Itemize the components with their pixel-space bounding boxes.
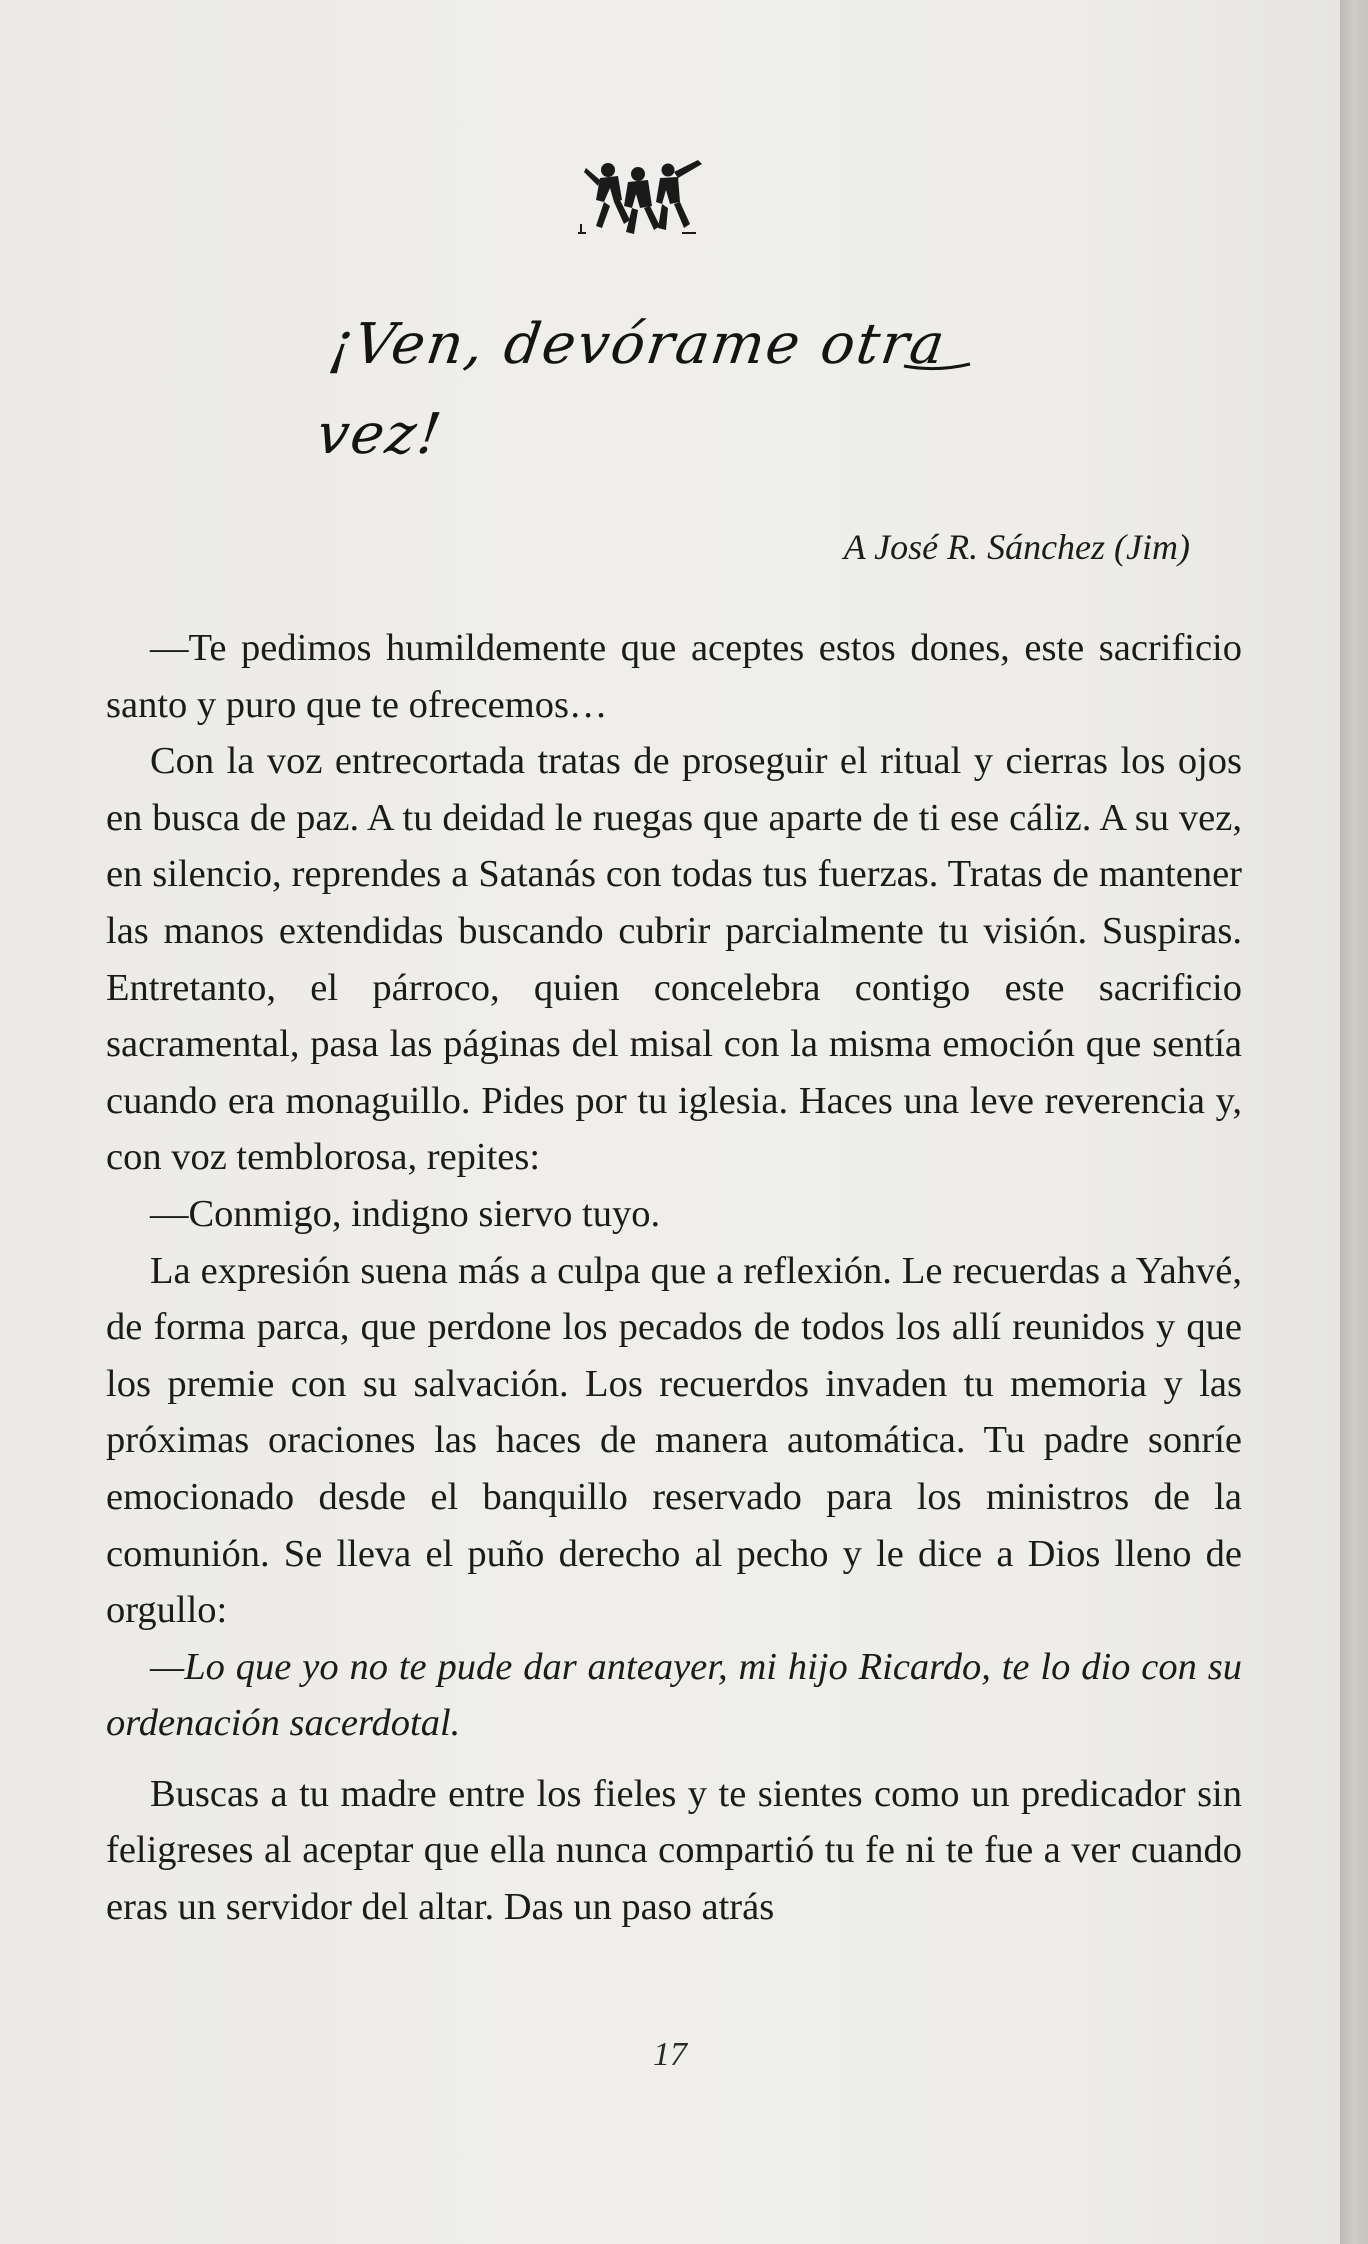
page-number: 17 [653,2036,687,2073]
paragraph-italic-quote: —Lo que yo no te pude dar anteayer, mi hijo Ricardo, te lo dio con su ordenación sacerdotal. [106,1645,1242,1745]
paragraph: Buscas a tu madre entre los fieles y te sientes como un predicador sin feligreses al aceptar que ella nunca compartió tu fe ni te fue a ver cuando eras un servidor del altar. Das un paso atrás [106,1772,1242,1929]
chapter-title: ¡Ven, devórame otra vez! [312,312,951,467]
paragraph: —Te pedimos humildemente que aceptes estos dones, este sacrificio santo y puro que te ofrecemos… [106,627,1242,726]
dancing-figures-icon [570,150,710,245]
paragraph: La expresión suena más a culpa que a reflexión. Le recuerdas a Yahvé, de forma parca, que perdone los pecados de todos los allí reunidos y que los premie con su salvación. Los recuerdos invaden tu memoria y las próximas oraciones las haces de manera automática. Tu padre sonríe emocionado desde el banquillo reservado para los ministros de la comunión. Se lleva el puño derecho al pecho y le dice a Dios lleno de orgullo: [106,1249,1242,1632]
title-underline-stroke [902,360,972,372]
paragraph: —Conmigo, indigno siervo tuyo. [150,1192,661,1235]
paragraph: Con la voz entrecortada tratas de proseguir el ritual y cierras los ojos en busca de paz. A tu deidad le ruegas que aparte de ti ese cáliz. A su vez, en silencio, reprendes a Satanás con todas tus fuerzas. Tratas de mantener las manos extendidas buscando cubrir parcialmente tu visión. Suspiras. Entretanto, el párroco, quien concelebra contigo este sacrificio sacramental, pasa las páginas del misal con la misma emoción que sentía cuando era monaguillo. Pides por tu iglesia. Haces una leve reverencia y, con voz temblorosa, repites: [106,740,1242,1179]
body-text [106,620,1242,1936]
page-edge [1340,0,1368,2244]
dedication: A José R. Sánchez (Jim) [843,527,1190,567]
